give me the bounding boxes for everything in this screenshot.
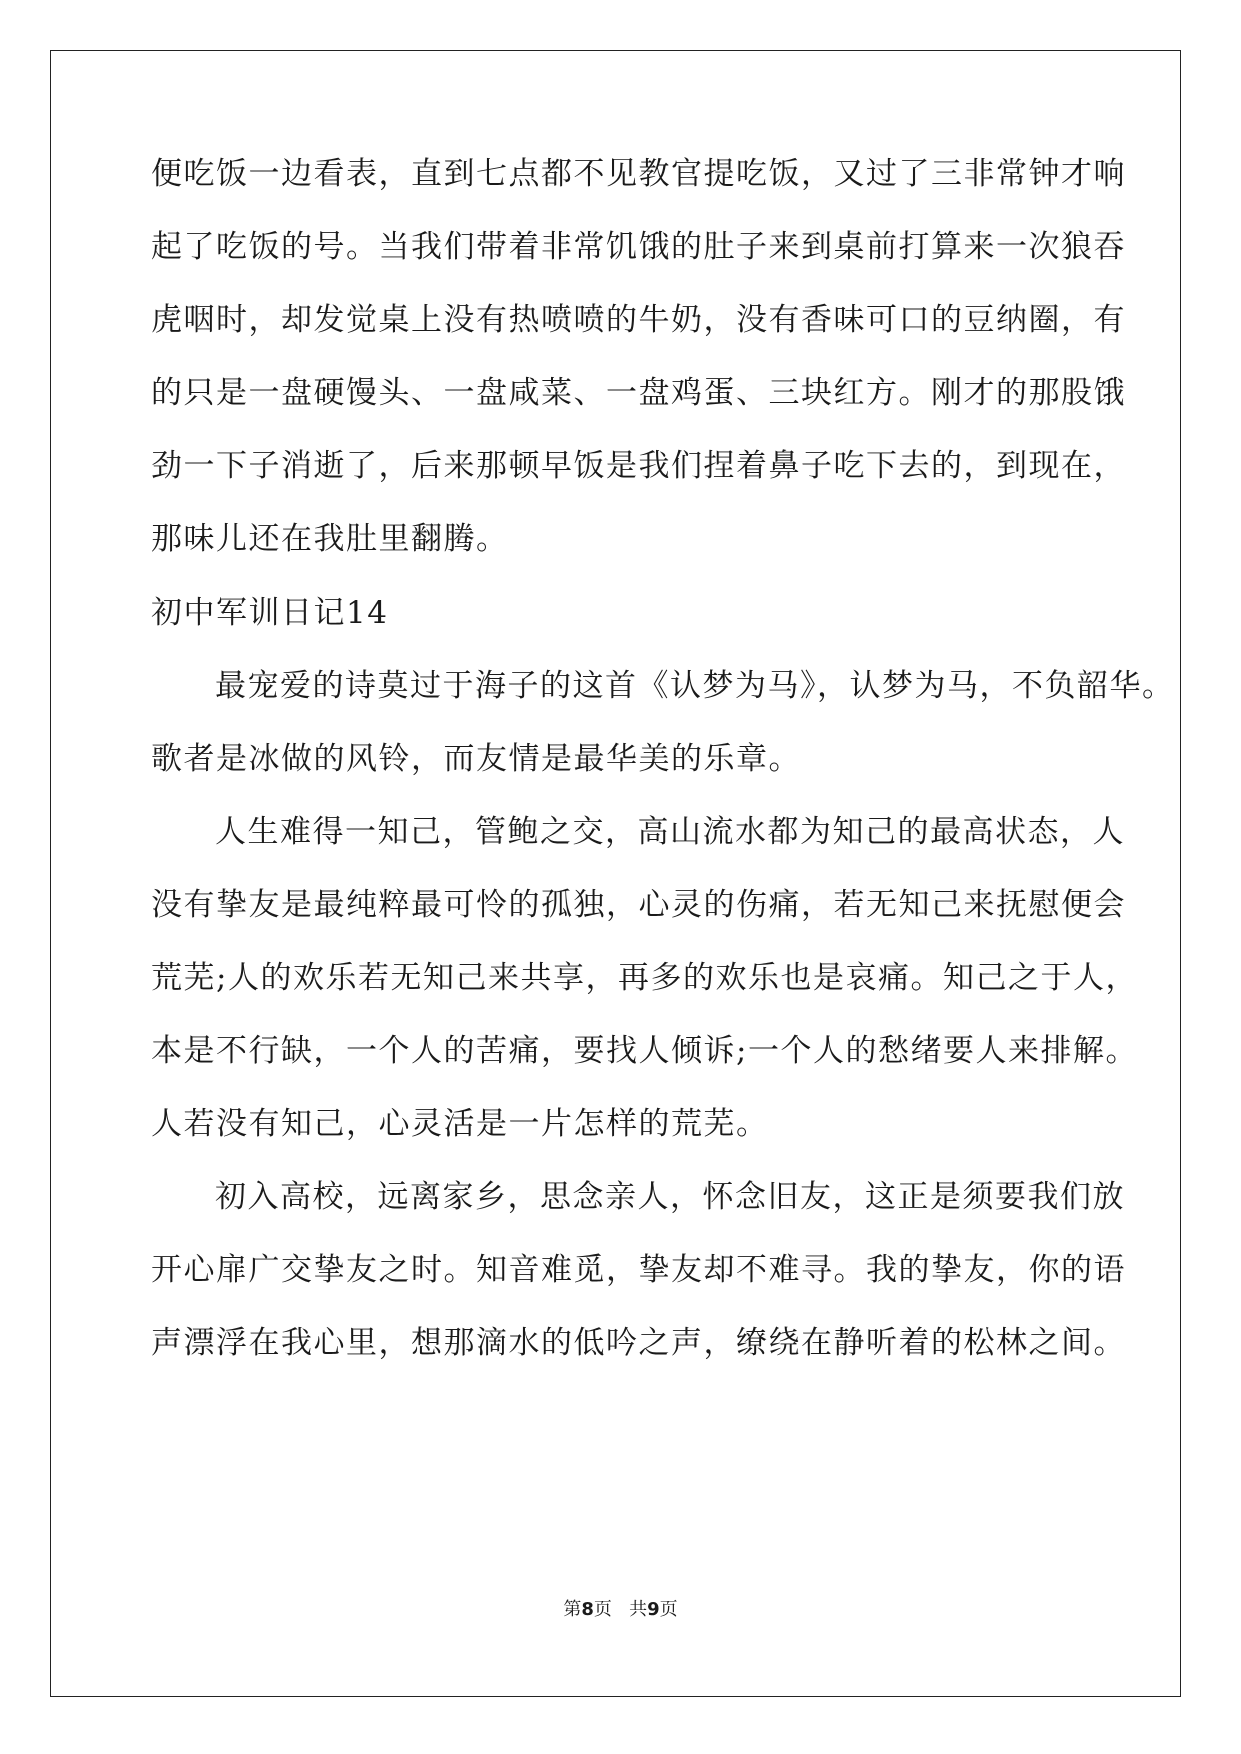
footer-page-suffix: 页 <box>593 1599 612 1620</box>
page-border <box>50 50 1181 1697</box>
body-text-line: 虎咽时，却发觉桌上没有热喷喷的牛奶，没有香味可口的豆纳圈，有 <box>151 302 1126 338</box>
body-text-line: 起了吃饭的号。当我们带着非常饥饿的肚子来到桌前打算来一次狼吞 <box>151 229 1126 265</box>
body-text-line: 没有挚友是最纯粹最可怜的孤独，心灵的伤痛，若无知己来抚慰便会 <box>151 887 1126 923</box>
body-text-line: 便吃饭一边看表，直到七点都不见教官提吃饭，又过了三非常钟才响 <box>151 156 1126 192</box>
body-text-line: 人生难得一知己，管鲍之交，高山流水都为知己的最高状态，人 <box>215 814 1125 850</box>
body-text-line: 开心扉广交挚友之时。知音难觅，挚友却不难寻。我的挚友，你的语 <box>151 1252 1126 1288</box>
body-text-line: 声漂浮在我心里，想那滴水的低吟之声，缭绕在静听着的松林之间。 <box>151 1325 1126 1361</box>
body-text-line: 本是不行缺，一个人的苦痛，要找人倾诉;一个人的愁绪要人来排解。 <box>151 1033 1138 1069</box>
body-text-line: 初入高校，远离家乡，思念亲人，怀念旧友，这正是须要我们放 <box>215 1179 1125 1215</box>
footer-total-prefix: 共 <box>629 1599 648 1620</box>
footer-page-number: 8 <box>581 1599 594 1620</box>
footer-total-suffix: 页 <box>659 1599 678 1620</box>
body-text-line: 荒芜;人的欢乐若无知己来共享，再多的欢乐也是哀痛。知己之于人， <box>151 960 1138 996</box>
page-footer <box>0 1598 1241 1622</box>
body-text-line: 那味儿还在我肚里翻腾。 <box>151 521 509 557</box>
body-text-line: 歌者是冰做的风铃，而友情是最华美的乐章。 <box>151 741 801 777</box>
body-text-line: 人若没有知己，心灵活是一片怎样的荒芜。 <box>151 1106 769 1142</box>
footer-total-pages: 9 <box>647 1599 660 1620</box>
footer-prefix: 第 <box>563 1599 582 1620</box>
body-text-line: 劲一下子消逝了，后来那顿早饭是我们捏着鼻子吃下去的，到现在， <box>151 448 1126 484</box>
body-text-line: 最宠爱的诗莫过于海子的这首《认梦为马》，认梦为马，不负韶华。 <box>215 668 1175 704</box>
body-text-line: 的只是一盘硬馒头、一盘咸菜、一盘鸡蛋、三块红方。刚才的那股饿 <box>151 375 1126 411</box>
section-heading: 初中军训日记14 <box>151 595 389 631</box>
